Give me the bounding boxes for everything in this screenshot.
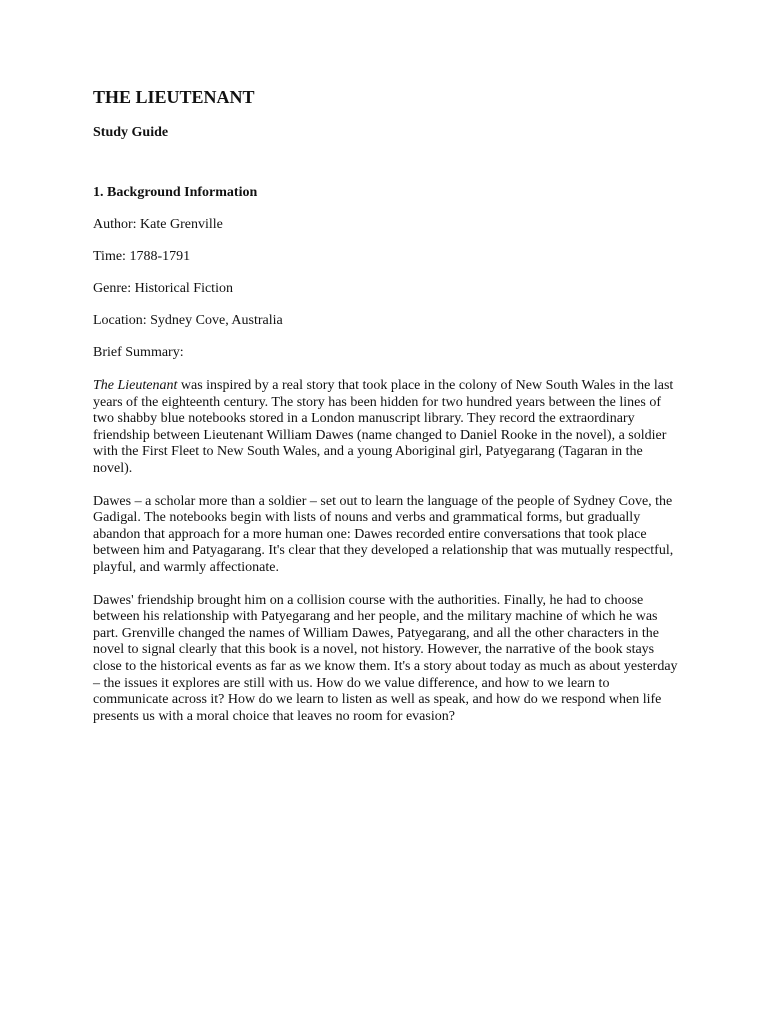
summary-paragraph-1-text: was inspired by a real story that took place in the colony of New South Wales in the last years of the eighteenth century. The story has been hidden for two hundred years between the lines of two shabby blue notebooks stored in a London manuscript library. They record the extraordinary friendship between Lieutenant William Dawes (name changed to Daniel Rooke in the novel), a soldier with the First Fleet to New South Wales, and a young Aboriginal girl, Patyegarang (Tagaran in the novel). bbox=[93, 378, 674, 476]
document-subtitle: Study Guide bbox=[93, 125, 169, 140]
section-heading: 1. Background Information bbox=[93, 185, 258, 200]
summary-paragraph-2: Dawes – a scholar more than a soldier – set out to learn the language of the people of Sydney Cove, the Gadigal. The notebooks begin with lists of nouns and verbs and grammatical forms, but gradually abandon that approach for a more human one: Dawes recorded entire conversations that took place between him and Patyagarang. It's clear that they developed a relationship that was mutually respectful, playful, and warmly affectionate. bbox=[93, 493, 674, 575]
genre-field: Genre: Historical Fiction bbox=[93, 281, 233, 296]
author-field: Author: Kate Grenville bbox=[93, 217, 223, 232]
location-field: Location: Sydney Cove, Australia bbox=[93, 313, 283, 328]
summary-paragraph-3: Dawes' friendship brought him on a collision course with the authorities. Finally, he had to choose between his relationship with Patyegarang and her people, and the military machine of which he was part. Grenville changed the names of William Dawes, Patyegarang, and all the other characters in the novel to signal clearly that this book is a novel, not history. However, the narrative of the book stays close to the historical events as far as we know them. It's a story about today as much as about yesterday – the issues it explores are still with us. How do we value difference, and how to we learn to communicate across it? How do we learn to listen as well as speak, and how do we respond when life presents us with a moral choice that leaves no room for evasion? bbox=[93, 592, 678, 724]
summary-label: Brief Summary: bbox=[93, 345, 184, 360]
time-field: Time: 1788-1791 bbox=[93, 249, 191, 264]
document-page bbox=[93, 86, 685, 725]
document-title: THE LIEUTENANT bbox=[93, 87, 255, 107]
book-title-italic: The Lieutenant bbox=[93, 378, 178, 393]
summary-paragraph-1 bbox=[93, 378, 685, 478]
